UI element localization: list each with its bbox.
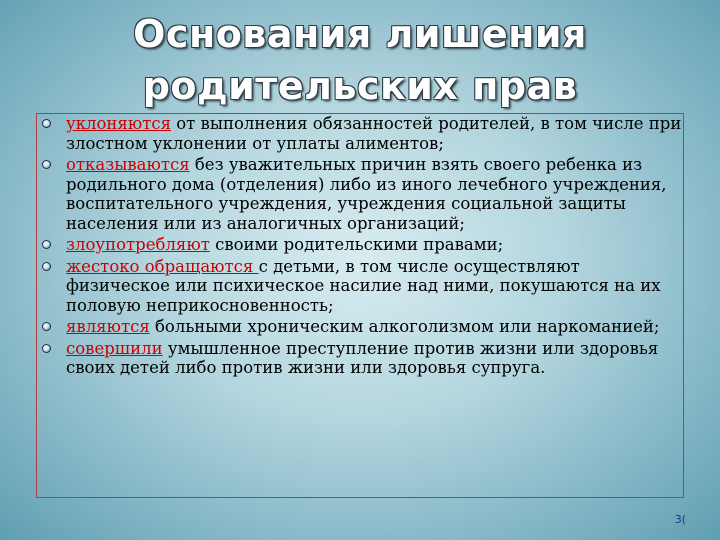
item-text: от выполнения обязанностей родителей, в том числе при злостном уклонении от уплаты алиментов;: [66, 114, 682, 153]
page-number: 3(: [674, 513, 686, 526]
keyword: злоупотребляют: [66, 235, 210, 254]
bullet-icon: [42, 160, 51, 169]
keyword: отказываются: [66, 155, 190, 174]
list-item: [22, 339, 682, 378]
bullet-icon: [42, 119, 51, 128]
title-line-2: родительских прав: [142, 64, 578, 108]
grounds-list: [22, 114, 682, 380]
item-text: своими родительскими правами;: [209, 235, 504, 254]
item-text: больными хроническим алкоголизмом или наркоманией;: [149, 317, 660, 336]
item-text: с детьми, в том числе осуществляют физическое или психическое насилие над ними, покушаются на их половую неприкосновенность;: [66, 256, 661, 315]
bullet-icon: [42, 322, 51, 331]
keyword: жестоко обращаются: [66, 256, 259, 276]
list-item: [22, 317, 682, 337]
keyword: уклоняются: [66, 114, 171, 133]
keyword: являются: [66, 317, 150, 336]
bullet-icon: [42, 240, 51, 249]
keyword: совершили: [66, 338, 163, 358]
item-text: умышленное преступление против жизни или здоровья своих детей либо против жизни или здоровья супруга.: [66, 338, 659, 377]
bullet-icon: [42, 344, 51, 353]
title-line-1: Основания лишения: [133, 12, 587, 56]
slide-title: [60, 8, 660, 112]
bullet-icon: [42, 262, 51, 271]
list-item: [22, 235, 682, 255]
item-text: без уважительных причин взять своего ребенка из родильного дома (отделения) либо из иного лечебного учреждения, воспитательного учреждения, учреждения социальной защиты населения или из аналогичных организаций;: [66, 155, 667, 233]
list-item: [22, 155, 682, 233]
list-item: [22, 114, 682, 153]
list-item: [22, 257, 682, 316]
